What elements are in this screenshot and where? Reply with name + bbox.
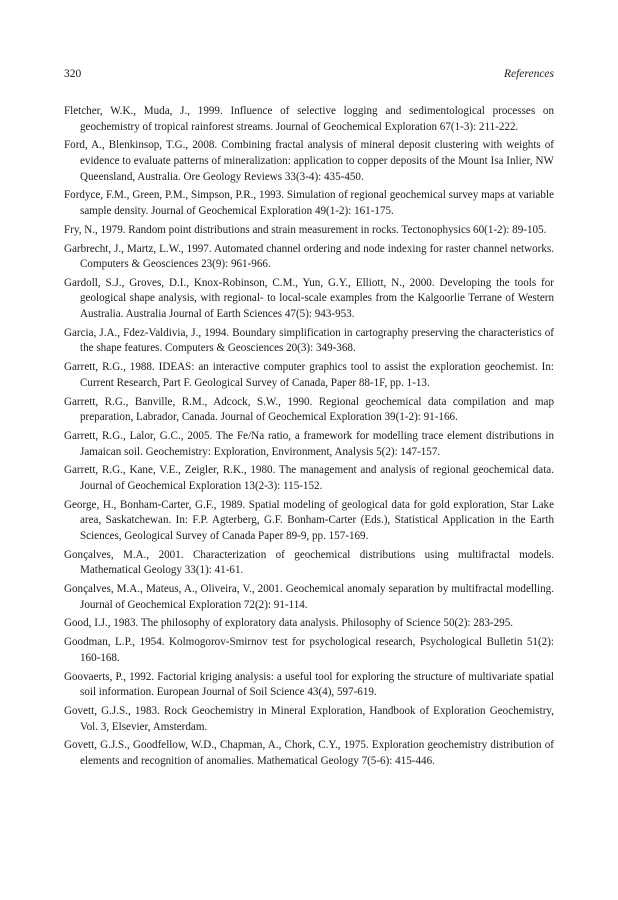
reference-entry: Garrett, R.G., 1988. IDEAS: an interactive computer graphics tool to assist the exploration geochemist. In: Current Research, Part F. Geological Survey of Canada, Paper 88-1F, pp. 1-13. xyxy=(64,361,554,389)
reference-entry: Garrett, R.G., Lalor, G.C., 2005. The Fe/Na ratio, a framework for modelling trace element distributions in Jamaican soil. Geochemistry: Exploration, Environment, Analysis 5(2): 147-157. xyxy=(64,429,554,458)
reference-entry: Gonçalves, M.A., Mateus, A., Oliveira, V., 2001. Geochemical anomaly separation by multifractal modelling. Journal of Geochemical Exploration 72(2): 91-114. xyxy=(64,583,554,611)
reference-entry: Ford, A., Blenkinsop, T.G., 2008. Combining fractal analysis of mineral deposit clustering with weights of evidence to evaluate patterns of mineralization: application to copper deposits of the Mount Isa Inlier, NW Queensland, Australia. Ore Geology Reviews 33(3-4): 435-450. xyxy=(64,139,554,183)
reference-entry: Good, I.J., 1983. The philosophy of exploratory data analysis. Philosophy of Science 50(2): 283-295. xyxy=(64,617,514,630)
reference-entry: Fletcher, W.K., Muda, J., 1999. Influence of selective logging and sedimentological processes on geochemistry of tropical rainforest streams. Journal of Geochemical Exploration 67(1-3): 211-222. xyxy=(64,105,554,133)
book-page xyxy=(64,68,554,773)
section-title: References xyxy=(503,68,554,80)
reference-entry: Garcia, J.A., Fdez-Valdivia, J., 1994. Boundary simplification in cartography preserving the characteristics of the shape features. Computers & Geosciences 20(3): 349-368. xyxy=(64,326,554,355)
running-head xyxy=(64,68,554,84)
reference-entry: Goovaerts, P., 1992. Factorial kriging analysis: a useful tool for exploring the structure of multivariate spatial soil information. European Journal of Soil Science 43(4), 597-619. xyxy=(64,670,554,699)
reference-entry: Gardoll, S.J., Groves, D.I., Knox-Robinson, C.M., Yun, G.Y., Elliott, N., 2000. Developing the tools for geological shape analysis, with regional- to local-scale examples from the Kalgoorlie Terrane of Western Australia. Australia Journal of Earth Sciences 47(5): 943-953. xyxy=(64,276,554,321)
reference-entry: Garrett, R.G., Kane, V.E., Zeigler, R.K., 1980. The management and analysis of regional geochemical data. Journal of Geochemical Exploration 13(2-3): 115-152. xyxy=(64,464,554,492)
reference-entry: Fordyce, F.M., Green, P.M., Simpson, P.R., 1993. Simulation of regional geochemical survey maps at variable sample density. Journal of Geochemical Exploration 49(1-2): 161-175. xyxy=(64,189,554,217)
reference-entry: George, H., Bonham-Carter, G.F., 1989. Spatial modeling of geological data for gold exploration, Star Lake area, Saskatchewan. In: F.P. Agterberg, G.F. Bonham-Carter (Eds.), Statistical Application in the Earth Sciences, Geological Survey of Canada Paper 89-9, pp. 157-169. xyxy=(64,498,554,542)
reference-entry: Goodman, L.P., 1954. Kolmogorov-Smirnov test for psychological research, Psychological Bulletin 51(2): 160-168. xyxy=(64,636,554,664)
reference-entry: Fry, N., 1979. Random point distributions and strain measurement in rocks. Tectonophysics 60(1-2): 89-105. xyxy=(64,223,547,236)
reference-entry: Gonçalves, M.A., 2001. Characterization of geochemical distributions using multifractal models. Mathematical Geology 33(1): 41-61. xyxy=(64,548,554,577)
reference-list xyxy=(64,104,554,770)
reference-entry: Garrett, R.G., Banville, R.M., Adcock, S.W., 1990. Regional geochemical data compilation and map preparation, Labrador, Canada. Journal of Geochemical Exploration 39(1-2): 91-166. xyxy=(64,395,554,424)
reference-entry: Govett, G.J.S., Goodfellow, W.D., Chapman, A., Chork, C.Y., 1975. Exploration geochemistry distribution of elements and recognition of anomalies. Mathematical Geology 7(5-6): 415-446. xyxy=(64,739,554,767)
reference-entry: Govett, G.J.S., 1983. Rock Geochemistry in Mineral Exploration, Handbook of Exploration Geochemistry, Vol. 3, Elsevier, Amsterdam. xyxy=(64,704,554,733)
reference-entry: Garbrecht, J., Martz, L.W., 1997. Automated channel ordering and node indexing for raster channel networks. Computers & Geosciences 23(9): 961-966. xyxy=(64,242,554,271)
page-number: 320 xyxy=(64,68,82,80)
